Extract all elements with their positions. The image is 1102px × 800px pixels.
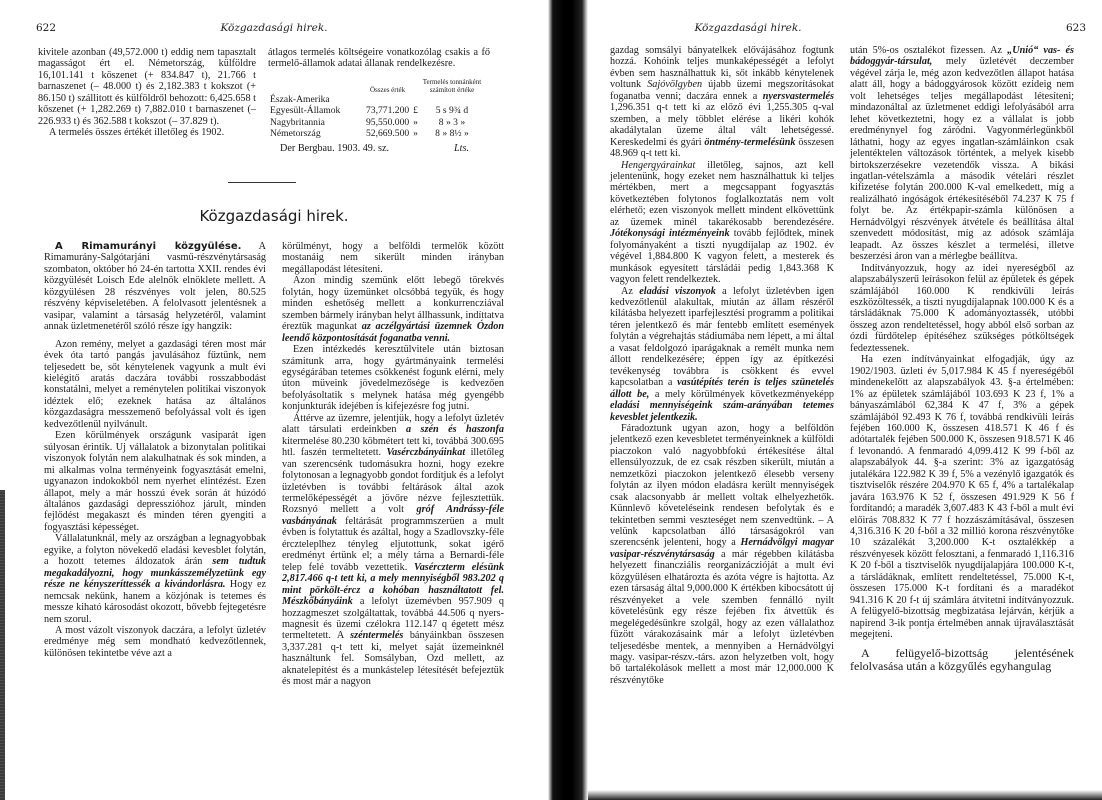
- emphasis: Hernádvölgyi magyar vasipar-részvénytársaság: [610, 537, 834, 560]
- article-text: összesen 48.969 q-t tett ki.: [610, 136, 834, 160]
- emphasis: a szén és haszonfa: [405, 424, 504, 436]
- book-gutter: [548, 0, 588, 800]
- paragraph: átlagos termelés költségeire vonatkozólag csakis a fő termelő-államok adatai állanak rendelkezésre.: [268, 47, 490, 70]
- country-cell: Észak-Amerika Egyesült-Államok: [270, 93, 341, 117]
- value-cell: 52,669.500: [366, 127, 410, 139]
- table-row: [268, 94, 484, 117]
- emphasis: eladási viszonyok: [639, 285, 716, 297]
- article-text: Az: [621, 285, 640, 297]
- author-signature: Lts.: [454, 143, 470, 155]
- value-cell: 95,550.000: [366, 116, 410, 128]
- section-divider: [228, 182, 296, 183]
- article-text: a mely körülmények következményeképp: [649, 388, 835, 400]
- article-text: A Rimamurány-Salgótarjáni vasmű-részvénytársaság szombaton, október hó 24-én tartotta XXII. rendes évi közgyülését Loisch Ede alelnök elnöklete mellett. A közgyülésen 28 részvényes volt jelen, 80.525 részvény képviseletében. A felolvasott jelentésnek a vasipar, valamint a társaság helyzetéről, valamint annak üzletmenetéről szóló része így hangzik:: [44, 241, 266, 333]
- table-row: [268, 128, 484, 139]
- paragraph: A felügyelő-bizottság jelentésének felolvasása után a közgyűlés egyhangulag: [850, 645, 1074, 674]
- right-column-2: [850, 45, 1074, 674]
- emphasis: Vasérczbányáinkat: [386, 447, 466, 459]
- emphasis: Vasérczterm elésünk 2,817.466 q-t tett ki, a mely mennyiségből 983.202 q mint pörkölt-ércz a kohóban használtatott fel.: [282, 561, 505, 596]
- paragraph: Azon remény, melyet a gazdasági téren most már évek óta tartó pangás javulásához fűztünk, nem teljesedett be, sőt kénytelenek vagyunk a mult évi kielégitő aratás daczára további rosszabbodást konstatálni, melyet a reménytelen politikai viszonyok idéztek elő; ezeknek hatása az általános közgazdaságra messzemenő befolyással volt és igen kedvezőtlenül nyilvánult.: [44, 338, 266, 430]
- article-text: Azon mindig szemünk előtt lebegő törekvés folytán, hogy üzemünket olcsóbbá tegyük, és hogy minden eshetőség mellett a konkurrencziával szemben bármely irányban helyt állhassunk, indíttatva éreztük magunkat: [282, 275, 504, 333]
- paragraph: Ha ezen indítványainkat elfogadják, úgy az 1902/1903. üzleti év 5,017.984 K 45 f nyereségéből mindenekelőtt az alapszabályok 43. §-a értelmében: 1% az épületek számlájából 103.693 K 23 f, 1% a bányaszámlából 62,384 K 47 f, 3% a gépek számlájából 92.493 K 76 f, továbbá rendkivüli leírás fejében 160.000 K, összesen 418.571 K 46 f és adótartalék fejében 500.000 K, összesen 918.571 K 46 f levonandó. A fenmaradó 4,099.412 K 99 f-ből az alapszabályok 44. §-a szerint: 3% az igazgatóság jutalékára 122.982 K 39 f, 5% a vezénylő igazgatók és tisztviselők részére 204.970 K 65 f, 4% a tartalékalap javára 163.976 K 52 f, összesen 491.929 K 56 f fordítandó; a maradék 3,607.483 K 43 f-ből a mult évi előirás 708.832 K 77 f hozzászámításával, összesen 4,316.316 K 20 f-ből a 32 millió korona részvénytőke 10 százalékát 3,200.000 K-t osztalékkép a részvényesek között felosztani, a fenmaradó 1,116.316 K 20 f-ből a tisztviselők nyugdíjalapjára 100.000 K-t, a társládáknak, említett rendeltetéssel, 75.000 K-t, összesen 175.000 K-t fordítani és a maradékot 941.316 K 20 f-t új számlára átvitetni indítványozzuk. A felügyelő-bizottság megbizatása lejárván, kérjük a napirend 3-ik pontja értelmében annak újraválasztását megejteni.: [850, 354, 1074, 641]
- page-number-right: 623: [1066, 22, 1087, 34]
- section-title: Közgazdasági hirek.: [199, 207, 349, 225]
- emphasis: Sajóvölgyben: [647, 79, 703, 91]
- emphasis: széntermelés: [350, 630, 404, 642]
- article-text: a lefolyt üzletévben igen kedvezőtlenül alakultak, miután az állam részéről kilátásba helyezett iparfejlesztési programm a politikai téren jelentkező és már fentebb említett események folytán a végrehajtás stádiumába nem lépett, a mi által a vasat feldolgozó iparágaknak a remélt munka nem állott rendelkezésére; éppen így az építkezési tevékenység továbbra is csökkent és evvel kapcsolatban a: [610, 285, 835, 389]
- article-lead-title: A Rimamurányi közgyülése.: [55, 241, 242, 252]
- source-citation: Der Bergbau. 1903. 49. sz.: [280, 143, 390, 155]
- article-text: illetőleg van szerencsénk tudomásukra hozni, hogy ezekre folytonosan a legnagyobb gondot fordítjuk és a lefolyt üzletévben is további feltárások által azok termelőképességét a jövőre nézve fejlesztettük. Rozsnyó mellett a volt: [282, 447, 504, 516]
- right-column-1: [610, 45, 834, 686]
- paragraph: A most vázolt viszonyok daczára, a lefolyt üzletév eredménye még sem mondható kedvezőtlennek, különösen tekintetbe véve azt a: [44, 624, 266, 659]
- emphasis: „Unió“ vas- és bádoggyár-társulat,: [850, 45, 1075, 68]
- value-cell: 73,771.200: [366, 105, 410, 117]
- per-ton-cell: 5 s 9¾ d: [435, 105, 469, 117]
- coal-value-table: [268, 78, 484, 139]
- left-page: [0, 0, 548, 800]
- emphasis: az aczélgyártási üzemnek Ózdon leendő központosítását foganatba venni.: [282, 321, 504, 344]
- emphasis: nyersvastermelés: [762, 90, 834, 102]
- emphasis: Hengergyárainkat: [621, 159, 696, 171]
- article-text: Vállalatunknál, mely az országban a legnagyobbak egyike, a folyton növekedő eladási kevesblet folytán, a hozott tetemes áldozatok árán: [44, 533, 266, 568]
- per-ton-cell: 8 » 3 »: [438, 116, 466, 128]
- article-text: gazdag somsályi bányatelkek elővájásához fogtunk hozzá. Kohóink teljes munkaképességét a lefolyt évben sem használhattuk ki, sőt inkább kénytelenek voltunk: [610, 45, 834, 91]
- table-header-total-value: Összes érték: [369, 85, 406, 94]
- paragraph: A termelés összes értékét illetőleg és 1902.: [49, 127, 225, 139]
- page-edge-shadow: [0, 490, 5, 800]
- article-text: után 5%-os osztalékot fizessen. Az: [850, 45, 1008, 56]
- paragraph: Ezen intézkedés keresztülvitele után biztosan számitunk arra, hogy gyártmányaink termelési egységárában tetemes csökkenést fogunk elérni, mely úton müveink jövedelmezősége is kedvezően befolyásoltatik s melynek hatása még gyengébb konjunkturák idejében is kifejezésre fog jutni.: [282, 344, 504, 413]
- running-head-right: Közgazdasági hirek.: [694, 22, 802, 34]
- emphasis: Jótékonysági intézményeink: [610, 228, 730, 240]
- emphasis: vasútépítés terén is teljes szünetelés állott be,: [610, 377, 834, 400]
- left-top-column-2: [268, 47, 490, 155]
- country-cell: Németország: [270, 127, 321, 139]
- article-text: tovább fejlődtek, minek folyományaként a tiszti nyugdíjalap az 1902. év végével 1,884.800 K vagyon felett, a mesterek és munkások egyesített társládái pedig 1,843.368 K vagyon felett rendelkeztek.: [610, 228, 834, 286]
- article-text: a lefolyt üzemévben 957.909 q hozzagmeszet szolgáltattak, továbbá 44.506 q nyers-magnesit és üzemi czélokra 112.147 q égetett mész termeltetett. A: [282, 596, 504, 642]
- emphasis: sem tudtuk megakadályozni, hogy munkásszemélyzetünk egy része ne kényszeríttessék a kivándorlásra.: [44, 556, 266, 591]
- country-cell: Nagybritannia: [270, 116, 325, 128]
- left-top-column-1: [38, 47, 256, 139]
- article-text: feltárását programmszerüen a mult évben is folytattuk és azáltal, hogy a Szadlovszky-féle érczteleplhez tényleg eljutottunk, sokat igérő eredményt értünk el; a mély tárna a Bernardi-féle telep felé tovább vezettetik.: [282, 515, 504, 573]
- emphasis: Mészkőbányáink: [282, 596, 353, 608]
- table-header-per-ton: Termelés tonnánként számított értéke: [422, 77, 482, 94]
- unit-cell: £: [413, 105, 418, 117]
- article-text: a már régebben kilátásba helyezett financziális reorganizáczióját a mult évi közgyülésen elhatározta és azóta végre is hajtotta. Az ezen társaság által 9,000.000 K értékben kibocsátott új részvényeket a vele szemben fennálló nyilt követelésünk egy része fejében fix átvettük és megelégedésünkre szolgál, hogy az ezen vállalathoz fűzött várakozásaink már a lefolyt üzletévben teljesedésbe mentek, a mennyiben a Hernádvölgyi magy. vasipar-részv.-társ. azon helyzetben volt, hogy bő tartalékolások mellett a most már 12,000.000 K részvénytőke: [610, 548, 834, 686]
- page-number-left: 622: [36, 22, 57, 34]
- article-column-1: [44, 241, 266, 659]
- emphasis: eladási mennyiségeink szám-arányában tetemes kevesblet jelentkezik.: [610, 400, 834, 423]
- article-text: Fáradoztunk ugyan azon, hogy a belföldön jelentkező ezen kevesbletet terményeinknek a külföldi piaczokon való nagyobbfokú értékesítése által ellensúlyozzuk, de ez csak részben sikerült, miután a nemzetközi piaczokon jelentkező élesebb verseny folytán az ilyen módon eladásra került mennyiségek csak alacsonyabb ár mellett voltak elhelyezhetők. Künnlevő követeléseink rendesen befolytak és e tekintetben semmi veszteséget nem szenvedtünk. – A velünk kapcsolatban álló társaságokról van szerencsénk jelenteni, hogy a: [610, 422, 834, 549]
- article-text: Hogy ez nemcsak nekünk, hanem a közjónak is tetemes és messze kiható károsodást okozott, bővebb fejtegetésre nem szorul.: [44, 579, 266, 625]
- unit-cell: »: [413, 116, 418, 128]
- paragraph: Ezen körülmények országunk vasiparát igen súlyosan érintik. Uj vállalatok a bizonytalan politikai viszonyok folytán nem alakulhatnak és sok minden, a mi alkalmas volna terményeink fogyasztását emelni, ugyanazon indokokból nem nyerhet elintézést. Ezen állapot, mely a már hosszú évek során át húzódó általános gazdasági depresszióhoz járult, minden fejlődést megakaszt és minden téren gyengiti a fogyasztási képességet.: [44, 430, 266, 533]
- article-text: illetőleg, sajnos, azt kell jelentenünk, hogy ezeket nem használhattuk ki teljes mértékben, mert a megcsappant fogyasztás következtében folytonos foglalkoztatás nem volt elérhető; ezen viszonyok mellett mindent elkövettünk az üzemek minél takarékosabb berendezésére.: [610, 159, 834, 228]
- per-ton-cell: 8 » 8½ »: [435, 127, 469, 139]
- paragraph: Indítványozzuk, hogy az idei nyereségből az alapszabályszerű leírásokon felül az épületek és gépek számlájából 160.000 K rendkivüli leírás eszközöltessék, a tiszti nyugdíjalapnak 100.000 K és a társládáknak 75.000 K adományoztassék, utóbbi összeg azon rendeltetéssel, hogy abból első sorban az ózdi fürdőtelep építéséhez szükséges pótköltségek fedeztessenek.: [850, 262, 1074, 354]
- right-page: [588, 0, 1102, 800]
- article-text: újabb üzemi megszorításokat foganatba venni; daczára ennek a: [610, 79, 834, 102]
- article-text: kitermelése 80.230 köbmétert tett ki, továbbá 300.695 htl. faszén termeltetett.: [282, 435, 504, 459]
- page-bottom-edge: [588, 790, 1102, 800]
- article-column-2: [282, 241, 504, 688]
- unit-cell: »: [413, 127, 418, 139]
- running-head-left: Közgazdasági hirek.: [220, 22, 328, 34]
- paragraph: kivitele azonban (49,572.000 t) eddig nem tapasztalt magasságot ért el. Németország, külföldre 16,101.141 t köszenet (+ 834.847 t), 21.766 t barnaszenet (– 48.000 t) és 2,182.383 t kokszot (+ 86.150 t) szállitott és külföldről behozott: 6,425.658 t kőszenet (+ 1,282.269 t) 7,882.010 t barnaszenet (– 226.933 t) és 362.588 t kokszot (– 37.829 t).: [38, 47, 256, 127]
- article-text: 1,296.351 q-t tett ki az előző évi 1,255.305 q-val szemben, a mely többlet elérése a likéri kohók akadálytalan üzeme által vált lehetségessé. Kereskedelmi és gyári: [610, 102, 834, 148]
- paragraph: körülményt, hogy a belföldi termelők között mostanáig nem sikerült minden irányban megállapodást létesíteni.: [282, 241, 504, 275]
- emphasis: öntmény-termelésünk: [704, 136, 796, 148]
- article-text: mely üzletévét deczember végével zárja le, még azon kedvezőtlen állapot hatása alatt áll, hogy a bádoggyárosok között ezideig nem volt lehetséges teljes megállapodást létesíteni; mindazonáltal az üzletmenet eddigi lefolyásából arra lehet következtetni, hogy ez a vállalat is jobb eredménynyel fog záródni. Vagyonmérlegünkből láthatni, hogy az egyes ingatlan-számláinkon csak jelentéktelen változások történtek, a melyek kisebb birtokszerzésekre vezetendők vissza. A bikási ingatlan-vételszámla a második vételári részlet kifizetése folytán 200.000 K-val emelkedett, míg a realizálható ingóságok értékesítéséből 74.237 K 75 f folyt be. Az értékpapir-számla különösen a Hernádvölgyi részvények átvétele és beállítása által szenvedett módosítást, míg az adósok számlája leapadt. Az összes készlet a termelési, illetve beszerzési áron van a mérlegbe beállítva.: [850, 56, 1074, 263]
- article-text: Áttérve az üzemre, jelentjük, hogy a lefolyt üzletév alatt társulati erdeinkben: [282, 412, 504, 436]
- emphasis: gróf Andrássy-féle vasbányának: [282, 504, 504, 527]
- article-text: bányáinkban összesen 3,337.281 q-t tett ki, melyet saját üzemeinknél használtunk fel. Somsályban, Ozd mellett, az aknatelepítést és a munkástelep létesítését befejeztük és most már a nagyon: [282, 630, 505, 688]
- table-row: [268, 117, 484, 128]
